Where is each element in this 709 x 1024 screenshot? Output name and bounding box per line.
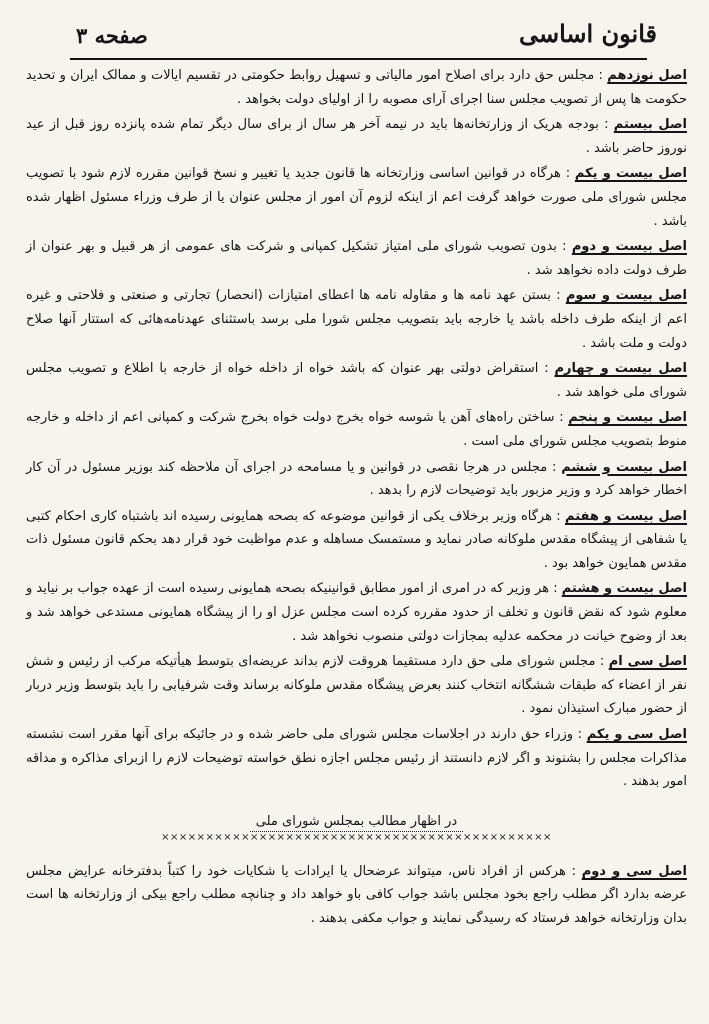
article-text: : مجلس حق دارد برای اصلاح امور مالیاتی و تسهیل روابط حکومتی در تقسیم ایالات و ممالک ایران و تحدید حکومت ها پس از تصویب مجلس سنا اجرای آرای مصوبه را از اولیای دولت بخواهد . — [26, 68, 687, 107]
header-rule — [70, 58, 647, 60]
article-text: : بدون تصویب شورای ملی امتیاز تشکیل کمپانی و شرکت های عمومی از هر قبیل و بهر عنوان از طرف دولت داده نخواهد شد . — [26, 239, 687, 278]
page-title: قانون اساسی — [518, 19, 657, 48]
article-text: : مجلس شورای ملی حق دارد مستقیما هروقت لازم بداند عریضه‌ای بتوسط هیأتیکه مرکب از رئیس و شش نفر از اعضاء که طبقات ششگانه انتخاب کنند بعرض پیشگاه مقدس ملوکانه برساند وقت شرفیابی را باید بتوسط وزیر دربار از حضور مبارک استیذان نمود . — [26, 654, 687, 717]
document-body — [26, 64, 687, 931]
article-text: : مجلس در هرجا نقصی در قوانین و یا مسامحه در اجرای آن ملاحظه کند بوزیر مسئول در آن کار اخطار خواهد کرد و وزیر مزبور باید توضیحات لازم را بدهد . — [26, 459, 687, 499]
page-header — [26, 10, 687, 48]
article-heading: اصل سی و یکم — [586, 727, 687, 743]
article-22 — [26, 235, 687, 282]
article-32 — [26, 860, 687, 931]
article-28 — [26, 577, 687, 648]
article-heading: اصل بیست و هفتم — [565, 508, 687, 524]
article-text: : ساختن راه‌های آهن یا شوسه خواه بخرج دولت خواه بخرج شرکت و کمپانی اعم از داخله و خارجه منوط بتصویب مجلس شورای ملی است . — [26, 410, 687, 449]
article-25 — [26, 406, 687, 453]
article-26 — [26, 456, 687, 503]
article-heading: اصل نوزدهم — [607, 68, 687, 83]
article-text: : هرگاه وزیر برخلاف یکی از قوانین موضوعه که بصحه همایونی رسیده اند باشتباه کاری احکام کتبی یا شفاهی از پیشگاه مقدس ملوکانه صادر نماید و مستمسک مساهله و عدم مواظبت خود قرار دهد بحکم قانون مسئول ذات مقدس همایون خواهد بود . — [26, 508, 687, 571]
article-text: : بستن عهد نامه ها و مقاوله نامه ها اعطای امتیازات (انحصار) تجارتی و صنعتی و فلاحتی و غیره اعم از اینکه طرف داخله باشد یا خارجه باید بتصویب مجلس شورا ملی برسد باستثنای عهدنامه‌هائی که استتار آنها صلاح دولت و ملت باشد . — [26, 288, 687, 351]
article-text: : استقراض دولتی بهر عنوان که باشد خواه از داخله خواه از خارجه با اطلاع و تصویب مجلس شورای ملی خواهد شد . — [26, 361, 687, 400]
article-text: : هر وزیر که در امری از امور مطابق قوانینیکه بصحه همایونی رسیده است از عهده جواب بر نیاید و معلوم شود که نقض قانون و تخلف از حدود مقرره کرده است مجلس عزل او را از پیشگاه همایونی مستدعی خواهد شد و بعد از وضوح خیانت در محکمه عدلیه بمجازات دولتی منصوب نخواهد شد . — [26, 581, 687, 644]
article-heading: اصل بیست و دوم — [571, 239, 687, 255]
article-text: : هرگاه در قوانین اساسی وزارتخانه ها قانون جدید یا تغییر و نسخ قوانین مقرره لازم شود با تصویب مجلس شورای ملی صورت خواهد گرفت اعم از اینکه لزوم آن امور از مجلس عنوان یا از طرف وزراء مسئول اظهار شده باشد . — [26, 166, 687, 229]
article-30 — [26, 650, 687, 721]
article-heading: اصل بیست و چهارم — [554, 361, 687, 377]
article-heading: اصل بیست و سوم — [565, 288, 688, 304]
article-20 — [26, 113, 687, 160]
article-heading: اصل سی و دوم — [581, 863, 687, 879]
page-number: صفحه ۳ — [76, 23, 148, 48]
article-24 — [26, 357, 687, 404]
article-heading: اصل بیستم — [613, 117, 687, 133]
section-heading — [26, 814, 687, 832]
article-heading: اصل بیست و هشتم — [561, 581, 687, 597]
section-title: در اظهار مطالب بمجلس شورای ملی — [250, 814, 463, 832]
article-heading: اصل بیست و ششم — [561, 459, 687, 475]
article-text: : وزراء حق دارند در اجلاسات مجلس شورای ملی حاضر شده و در جائیکه برای آنها مقرر است نشسته مذاکرات مجلس را بشنوند و اگر لازم دانستند از رئیس مجلس اجازه نطق خواسته توضیحات لازم را ازبرای مذاکره و مداقه امور بدهند . — [26, 727, 687, 790]
article-27 — [26, 505, 687, 576]
article-19 — [26, 64, 687, 111]
article-heading: اصل سی ام — [608, 654, 687, 670]
article-21 — [26, 162, 687, 233]
article-text: : هرکس از افراد ناس، میتواند عرضحال یا ایرادات یا شکایات خود را کتباً بدفترخانه عرایض مجلس عرضه بدارد اگر مطلب راجع بخود مجلس باشد جواب کافی باو خواهد داد و چنانچه مطلب راجع بیکی از وزارتخانه ها است بدان وزارتخانه خواهد فرستاد که رسیدگی نمایند و جواب مکفی بدهند . — [26, 863, 687, 926]
article-23 — [26, 284, 687, 355]
article-text: : بودجه هریک از وزارتخانه‌ها باید در نیمه آخر هر سال از برای سال دیگر تمام شده پانزده روز قبل از عید نوروز حاضر باشد . — [26, 117, 687, 156]
article-heading: اصل بیست و یکم — [574, 166, 687, 182]
article-heading: اصل بیست و پنجم — [568, 410, 687, 426]
article-31 — [26, 723, 687, 794]
section-ornament: ×××××××××××××××××××××××××××××××××××××××××××× — [161, 831, 552, 843]
